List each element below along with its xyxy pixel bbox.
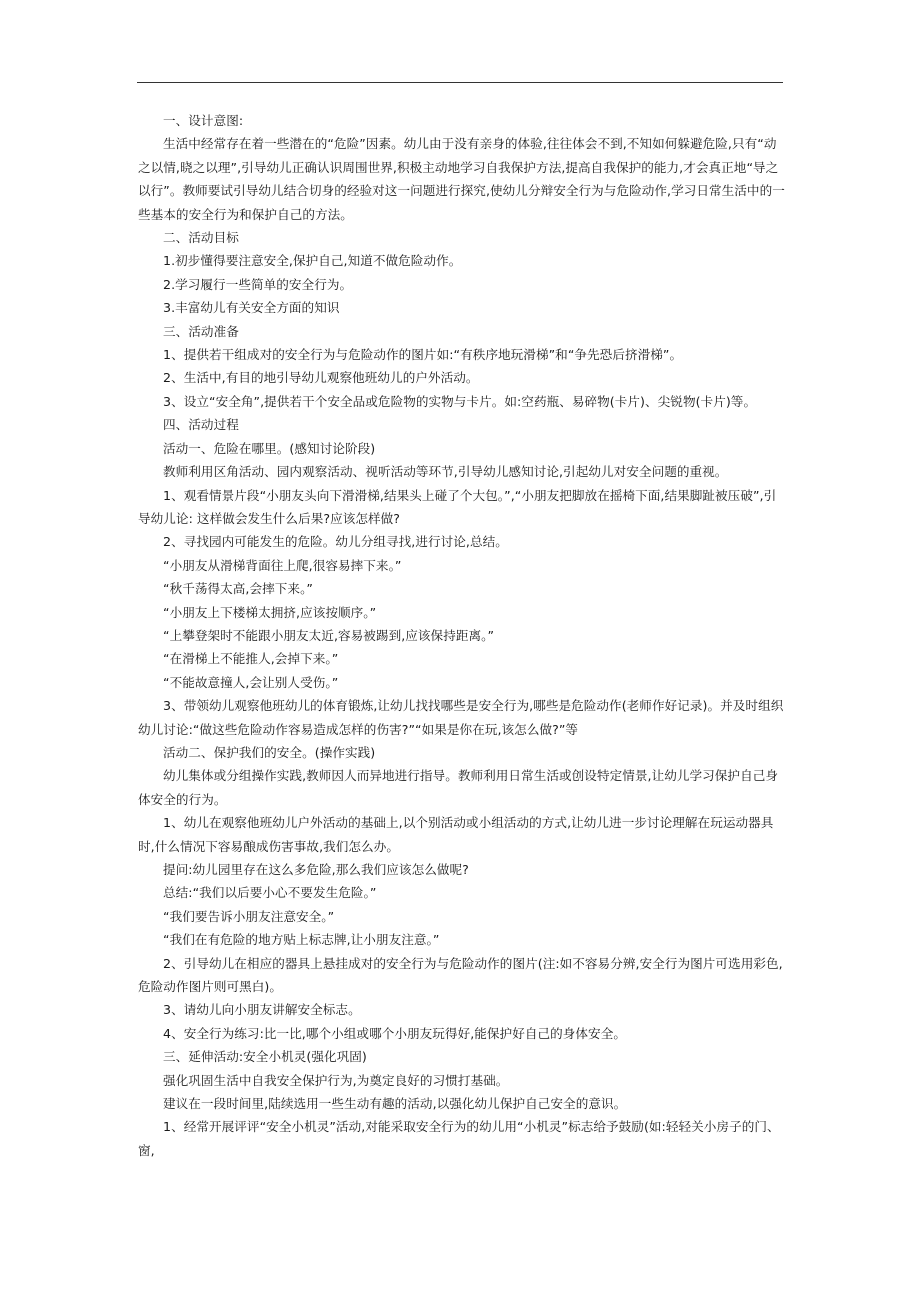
paragraph: 2.学习履行一些简单的安全行为。 (163, 276, 353, 292)
paragraph: 强化巩固生活中自我安全保护行为,为奠定良好的习惯打基础。 (163, 1072, 509, 1088)
paragraph: 1、观看情景片段“小朋友头向下滑滑梯,结果头上碰了个大包。”,“小朋友把脚放在摇椅下面,结果脚趾被压破”,引导幼儿论: 这样做会发生什么后果?应该怎样做? (138, 487, 777, 526)
paragraph: 1.初步懂得要注意安全,保护自己,知道不做危险动作。 (163, 253, 462, 269)
paragraph: 2、寻找园内可能发生的危险。幼儿分组寻找,进行讨论,总结。 (163, 534, 508, 550)
quote-line: “我们要告诉小朋友注意安全。” (163, 908, 335, 924)
activity-heading: 活动一、危险在哪里。(感知讨论阶段) (163, 440, 376, 456)
paragraph: 2、引导幼儿在相应的器具上悬挂成对的安全行为与危险动作的图片(注:如不容易分辨,安全行为图片可选用彩色,危险动作图片则可黑白)。 (138, 955, 783, 995)
paragraph: 提问:幼儿园里存在这么多危险,那么我们应该怎么做呢? (163, 862, 469, 877)
header-rule (137, 82, 783, 83)
paragraph: 2、生活中,有目的地引导幼儿观察他班幼儿的户外活动。 (163, 370, 479, 386)
paragraph: 幼儿集体或分组操作实践,教师因人而异地进行指导。教师利用日常生活或创设特定情景,让幼儿学习保护自己身体安全的行为。 (138, 768, 779, 807)
paragraph: 教师利用区角活动、园内观察活动、视听活动等环节,引导幼儿感知讨论,引起幼儿对安全问题的重视。 (163, 464, 728, 480)
paragraph: 生活中经常存在着一些潜在的“危险”因素。幼儿由于没有亲身的体验,往往体会不到,不知如何躲避危险,只有“动之以情,晓之以理”,引导幼儿正确认识周围世界,积极主动地学习自我保护方法,提高自我保护的能力,才会真正地“导之以行”。教师要试引导幼儿结合切身的经验对这一问题进行探究,使幼儿分辩安全行为与危险动作,学习日常生活中的一些基本的安全行为和保护自己的方法。 (138, 136, 785, 222)
section-heading-extension: 三、延伸活动:安全小机灵(强化巩固) (163, 1049, 367, 1065)
quote-line: “在滑梯上不能推人,会掉下来。” (163, 651, 339, 667)
paragraph: 3.丰富幼儿有关安全方面的知识 (163, 300, 340, 316)
quote-line: “小朋友从滑梯背面往上爬,很容易摔下来。” (163, 557, 402, 573)
paragraph: 1、提供若干组成对的安全行为与危险动作的图片如:“有秩序地玩滑梯”和“争先恐后挤滑梯”。 (163, 347, 683, 363)
paragraph: 3、带领幼儿观察他班幼儿的体育锻炼,让幼儿找找哪些是安全行为,哪些是危险动作(老师作好记录)。并及时组织幼儿讨论:“做这些危险动作容易造成怎样的伤害?”“如果是你在玩,该怎么做?”等 (138, 698, 784, 737)
paragraph: 3、请幼儿向小朋友讲解安全标志。 (163, 1002, 361, 1018)
quote-line: “上攀登架时不能跟小朋友太近,容易被踢到,应该保持距离。” (163, 627, 495, 643)
section-heading-process: 四、活动过程 (163, 417, 239, 433)
section-heading-preparation: 三、活动准备 (163, 323, 239, 339)
paragraph: 建议在一段时间里,陆续选用一些生动有趣的活动,以强化幼儿保护自己安全的意识。 (163, 1096, 627, 1112)
quote-line: “秋千荡得太高,会摔下来。” (163, 581, 313, 597)
quote-line: “我们在有危险的地方贴上标志牌,让小朋友注意。” (163, 932, 440, 948)
quote-line: “不能故意撞人,会让别人受伤。” (163, 674, 339, 690)
paragraph: 4、安全行为练习:比一比,哪个小组或哪个小朋友玩得好,能保护好自己的身体安全。 (163, 1025, 626, 1041)
activity-heading: 活动二、保护我们的安全。(操作实践) (163, 744, 376, 760)
paragraph: 1、经常开展评评“安全小机灵”活动,对能采取安全行为的幼儿用“小机灵”标志给予鼓励(如:轻轻关小房子的门、窗, (138, 1119, 780, 1158)
document-body (138, 109, 788, 1162)
paragraph: 1、幼儿在观察他班幼儿户外活动的基础上,以个别活动或小组活动的方式,让幼儿进一步讨论理解在玩运动器具时,什么情况下容易酿成伤害事故,我们怎么办。 (138, 815, 774, 854)
paragraph: 3、设立“安全角”,提供若干个安全品或危险物的实物与卡片。如:空药瓶、易碎物(卡片)、尖锐物(卡片)等。 (163, 393, 757, 409)
section-heading-goals: 二、活动目标 (163, 230, 239, 246)
quote-line: 总结:“我们以后要小心不要发生危险。” (163, 885, 377, 901)
quote-line: “小朋友上下楼梯太拥挤,应该按顺序。” (163, 604, 377, 620)
section-heading-design-intent: 一、设计意图: (163, 113, 244, 128)
